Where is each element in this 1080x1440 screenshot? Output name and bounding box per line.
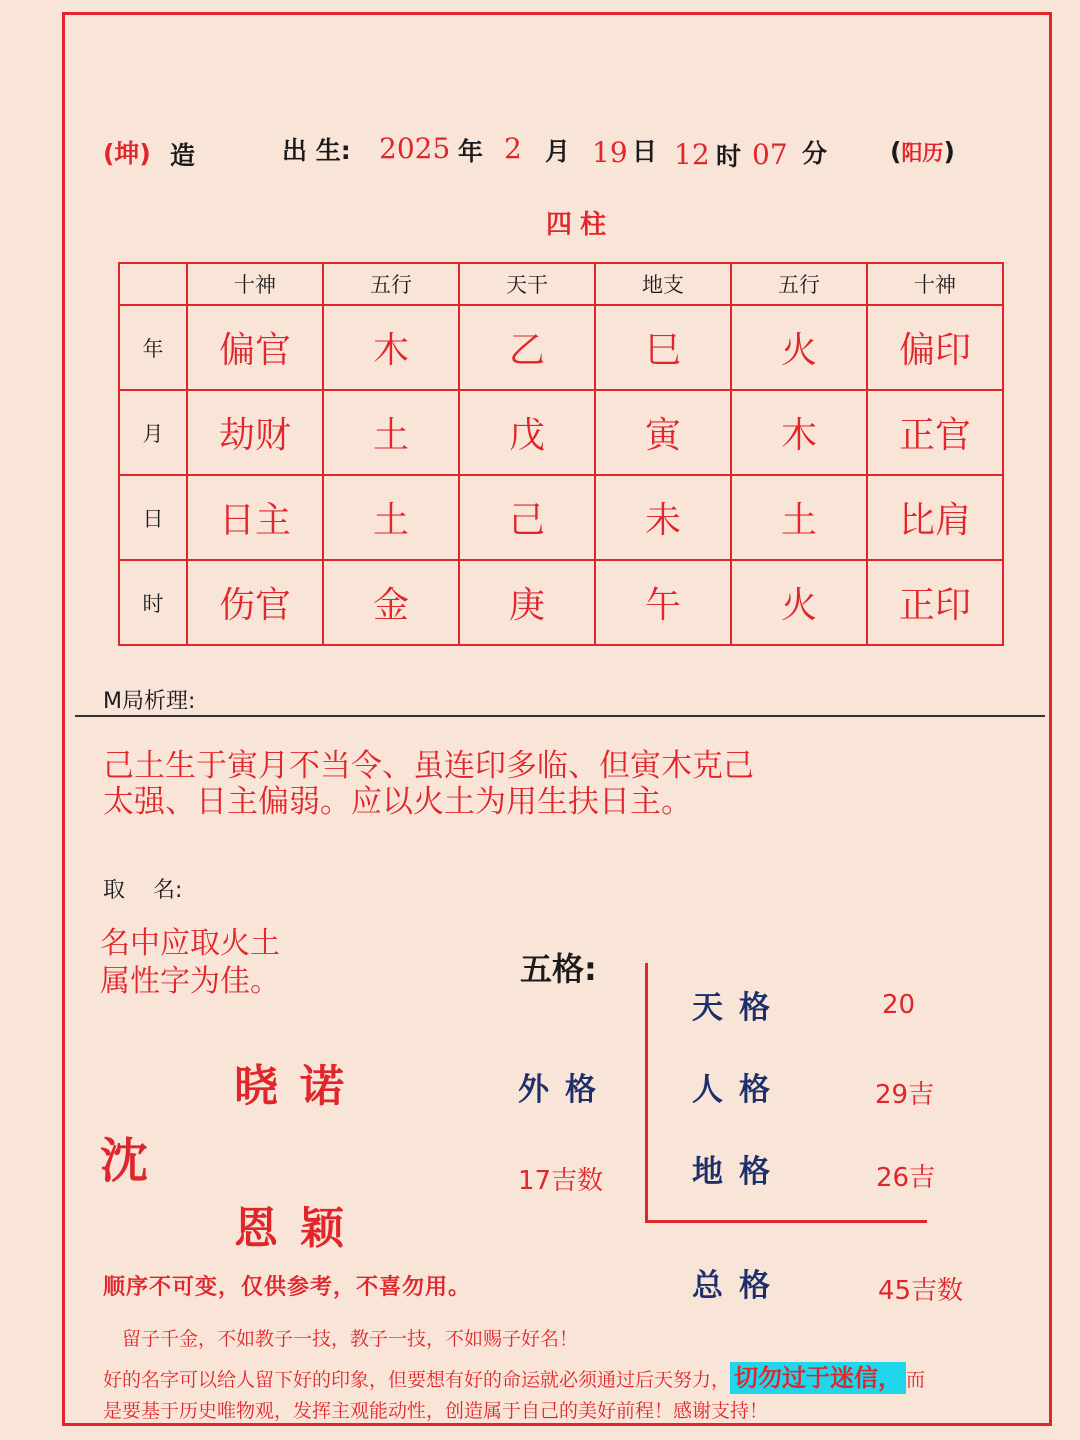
naming-label: 取 名: <box>103 878 183 903</box>
zao-label: 造 <box>170 141 196 170</box>
tiange-value: 20 <box>882 990 916 1020</box>
table-cell: 偏官 <box>187 305 323 390</box>
naming-note: 顺序不可变，仅供参考，不喜勿用。 <box>103 1275 472 1300</box>
row-label: 年 <box>119 305 187 390</box>
surname: 沈 <box>100 1133 171 1189</box>
table-cell: 午 <box>595 560 731 645</box>
table-cell: 未 <box>595 475 731 560</box>
birth-label: 出 生: <box>282 136 351 165</box>
table-header: 五行 <box>323 263 459 305</box>
table-cell: 劫财 <box>187 390 323 475</box>
table-cell: 比肩 <box>867 475 1003 560</box>
table-cell: 己 <box>459 475 595 560</box>
dige-label: 地格 <box>692 1154 786 1190</box>
given-name-2: 恩颖 <box>234 1203 366 1254</box>
waige-value: 17吉数 <box>518 1166 604 1196</box>
zongge-label: 总格 <box>692 1268 786 1304</box>
analysis-line-2: 太强、日主偏弱。应以火土为用生扶日主。 <box>103 784 692 820</box>
table-cell: 火 <box>731 560 867 645</box>
footer-line-1: 留子千金，不如教子一技，教子一技，不如赐子好名！ <box>122 1328 579 1350</box>
footer-line-3: 是要基于历史唯物观，发挥主观能动性，创造属于自己的美好前程！感谢支持！ <box>103 1400 769 1422</box>
wuge-label: 五格: <box>520 950 597 988</box>
zongge-value: 45吉数 <box>878 1276 964 1306</box>
minute-unit: 分 <box>802 139 828 168</box>
month-unit: 月 <box>545 137 571 166</box>
footer-line-2-end: 而 <box>906 1369 926 1391</box>
pillars-title: 四柱 <box>546 210 615 240</box>
table-row <box>119 305 1003 390</box>
birth-day: 19 <box>592 136 628 169</box>
four-pillars-table <box>118 262 1004 646</box>
birth-month: 2 <box>504 132 522 165</box>
analysis-label: M局析理: <box>103 689 196 714</box>
table-cell: 土 <box>323 390 459 475</box>
renge-label: 人格 <box>692 1072 786 1108</box>
footer-line-2 <box>103 1358 925 1393</box>
row-label: 月 <box>119 390 187 475</box>
year-unit: 年 <box>458 137 484 166</box>
analysis-line-1: 己土生于寅月不当令、虽连印多临、但寅木克己 <box>103 748 754 784</box>
waige-label: 外格 <box>518 1072 612 1108</box>
footer-line-2-text: 好的名字可以给人留下好的印象，但要想有好的命运就必须通过后天努力， <box>103 1369 731 1391</box>
hour-unit: 时 <box>716 142 742 171</box>
gender-marker: (坤) <box>103 139 151 168</box>
birth-year: 2025 <box>379 132 451 165</box>
table-cell: 木 <box>323 305 459 390</box>
birth-hour: 12 <box>674 138 710 171</box>
tiange-label: 天格 <box>692 990 786 1026</box>
table-row <box>119 475 1003 560</box>
table-cell: 寅 <box>595 390 731 475</box>
renge-value: 29吉 <box>875 1080 935 1110</box>
naming-advice-line-1: 名中应取火土 <box>100 926 280 961</box>
table-cell: 土 <box>731 475 867 560</box>
table-header: 五行 <box>731 263 867 305</box>
row-label: 日 <box>119 475 187 560</box>
footer-highlight: 切勿过于迷信， <box>730 1362 906 1394</box>
table-cell: 乙 <box>459 305 595 390</box>
table-cell: 正官 <box>867 390 1003 475</box>
table-header: 地支 <box>595 263 731 305</box>
table-row <box>119 560 1003 645</box>
table-cell: 火 <box>731 305 867 390</box>
given-name-1: 晓诺 <box>234 1061 366 1112</box>
dige-value: 26吉 <box>876 1163 936 1193</box>
calendar-type: (阳历) <box>890 137 955 166</box>
table-cell: 巳 <box>595 305 731 390</box>
table-header-row <box>119 263 1003 305</box>
table-cell: 日主 <box>187 475 323 560</box>
birth-minute: 07 <box>752 138 788 171</box>
row-label: 时 <box>119 560 187 645</box>
table-cell: 庚 <box>459 560 595 645</box>
section-divider <box>75 715 1045 717</box>
table-cell: 偏印 <box>867 305 1003 390</box>
table-cell: 金 <box>323 560 459 645</box>
table-cell: 木 <box>731 390 867 475</box>
table-header: 十神 <box>867 263 1003 305</box>
day-unit: 日 <box>632 137 658 166</box>
bracket-horizontal-line <box>645 1220 927 1223</box>
table-header: 天干 <box>459 263 595 305</box>
table-cell: 土 <box>323 475 459 560</box>
table-corner <box>119 263 187 305</box>
bracket-vertical-line <box>645 963 648 1223</box>
naming-advice-line-2: 属性字为佳。 <box>100 964 280 999</box>
table-cell: 正印 <box>867 560 1003 645</box>
table-cell: 戊 <box>459 390 595 475</box>
table-cell: 伤官 <box>187 560 323 645</box>
table-header: 十神 <box>187 263 323 305</box>
table-row <box>119 390 1003 475</box>
